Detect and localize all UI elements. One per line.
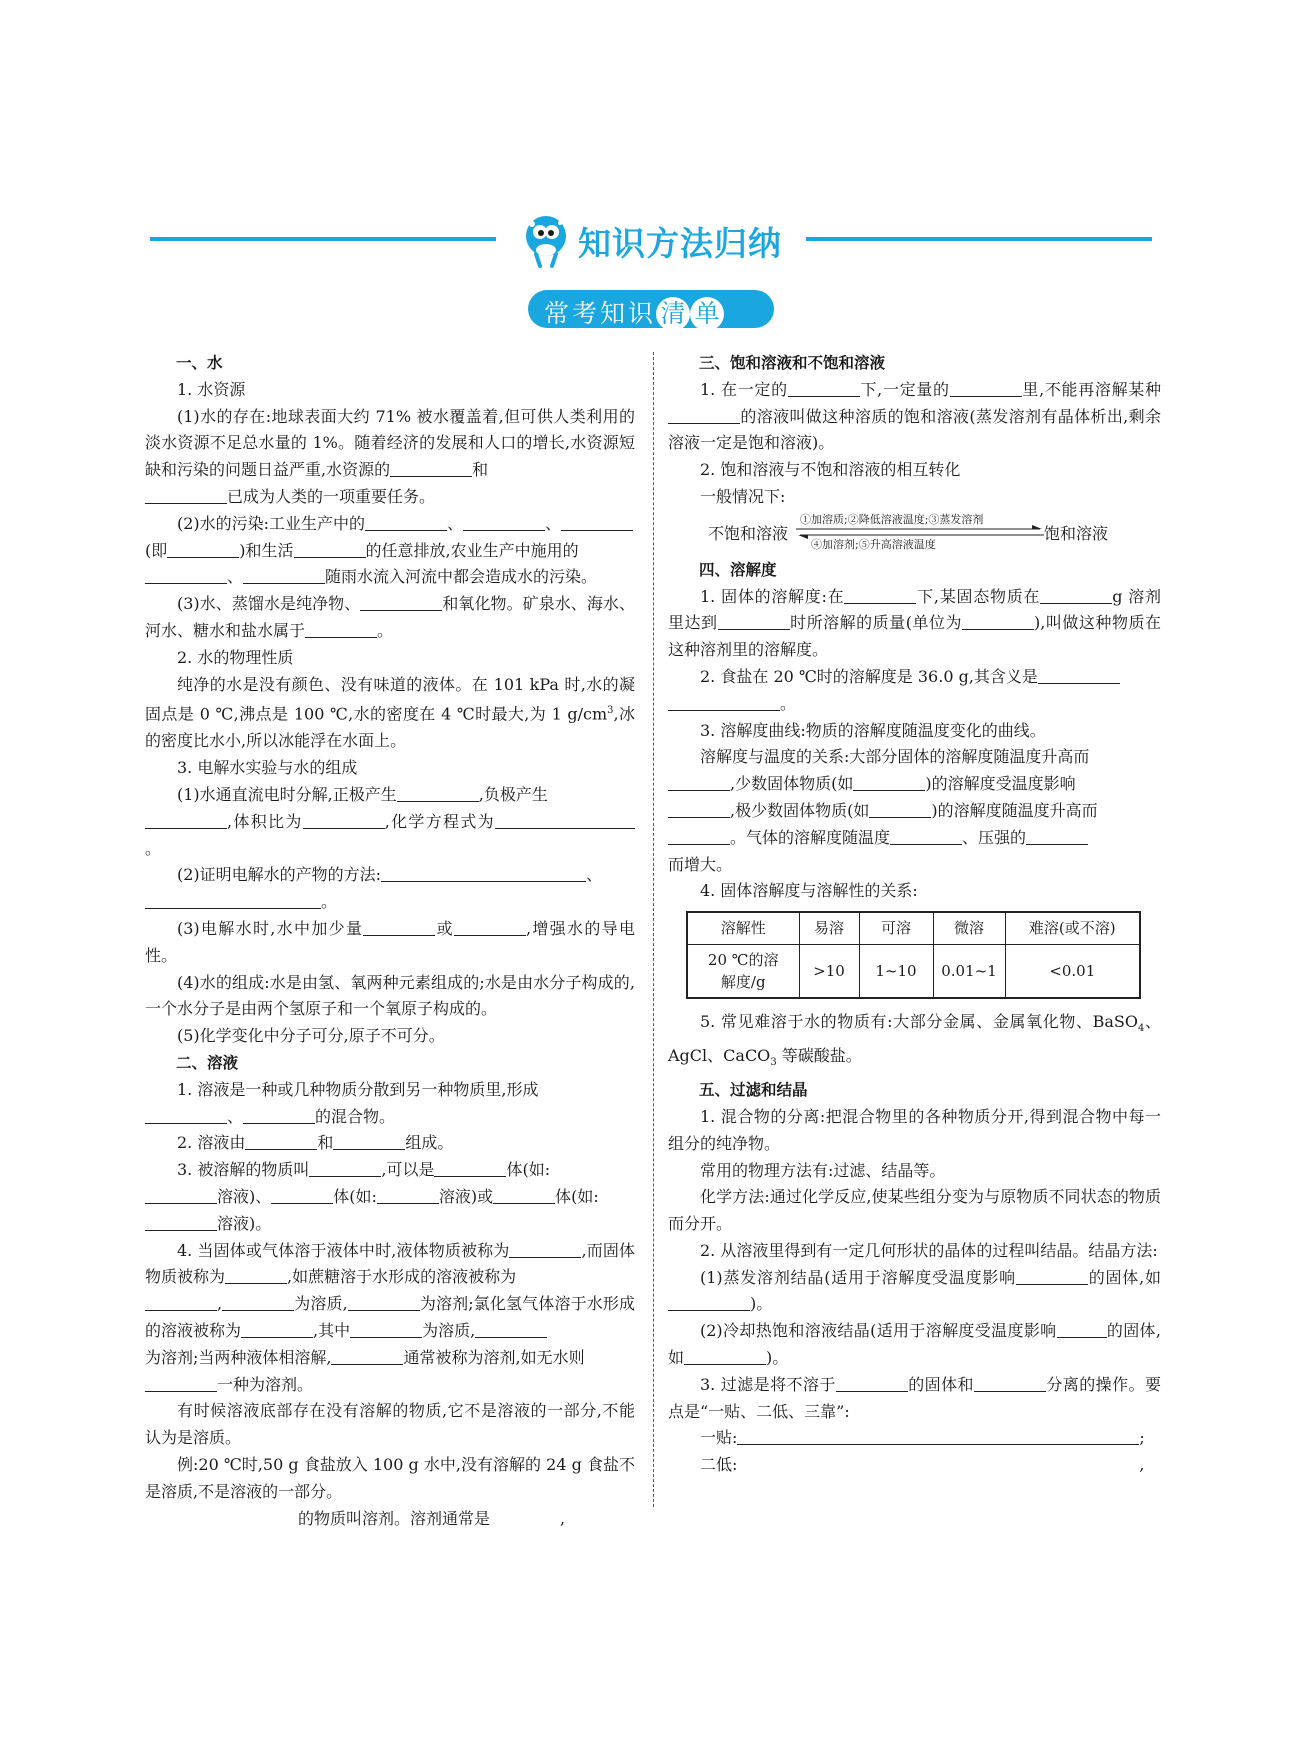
blank[interactable] bbox=[377, 1186, 439, 1204]
heading-filtration: 五、过滤和结晶 bbox=[699, 1081, 808, 1100]
blank[interactable] bbox=[145, 1293, 217, 1311]
section-banner bbox=[150, 214, 1152, 270]
para-chemical-method: 化学方法:通过化学反应,使某些组分变为与原物质不同状态的物质而分开。 bbox=[668, 1187, 1161, 1234]
blank[interactable] bbox=[737, 1427, 1139, 1445]
para-saturated-1: 1. 在一定的 下,一定量的 里,不能再溶解某种的溶液叫做这种溶质的饱和溶液(蒸发溶剂有晶体析出,剩余溶液一定是饱和溶液)。 bbox=[668, 379, 1161, 453]
blank[interactable] bbox=[243, 1106, 315, 1124]
table-header-cell: 微溶 bbox=[933, 912, 1005, 944]
mascot-icon bbox=[520, 214, 572, 268]
para-pure-substance: (3)水、蒸馏水是纯净物、 和氧化物。矿泉水、海水、河水、糖水和盐水属于 。 bbox=[145, 594, 635, 640]
para-water-composition: (4)水的组成:水是由氢、氧两种元素组成的;水是由水分子构成的,一个水分子是由两个氢原子和一个氧原子构成的。 bbox=[145, 972, 635, 1019]
para-physical-method: 常用的物理方法有:过滤、结晶等。 bbox=[700, 1160, 946, 1180]
blank[interactable] bbox=[333, 1132, 405, 1150]
conv-backward-label: ④加溶剂;⑤升高溶液温度 bbox=[811, 537, 936, 551]
blank[interactable] bbox=[145, 1213, 217, 1231]
blank[interactable] bbox=[350, 1320, 422, 1338]
blank[interactable] bbox=[245, 1132, 317, 1150]
blank[interactable] bbox=[145, 566, 227, 584]
blank[interactable] bbox=[1040, 586, 1112, 604]
blank[interactable] bbox=[331, 1347, 403, 1365]
banner-line-left bbox=[150, 237, 496, 241]
blank[interactable] bbox=[167, 540, 239, 558]
blank[interactable] bbox=[668, 827, 730, 845]
blank[interactable] bbox=[668, 773, 730, 791]
para-water-pollution: (2)水的污染:工业生产中的 、 、 (即 )和生活 的任意排放,农业生产中施用的 、 随雨水流入河流中都会造成水的污染。 bbox=[145, 511, 635, 591]
heading-water: 一、水 bbox=[176, 354, 223, 372]
conv-saturated-label: 饱和溶液 bbox=[1044, 523, 1109, 543]
table-cell: 20 ℃的溶 解度/g bbox=[687, 944, 799, 998]
table-cell: >10 bbox=[799, 944, 859, 998]
blank[interactable] bbox=[434, 1159, 506, 1177]
para-crystallization-1: (1)蒸发溶剂结晶(适用于溶解度受温度影响 的固体,如)。 bbox=[668, 1265, 1161, 1319]
blank[interactable] bbox=[718, 612, 790, 630]
blank[interactable] bbox=[788, 379, 860, 397]
para-saturated-2: 2. 饱和溶液与不饱和溶液的相互转化 bbox=[700, 460, 961, 480]
solubility-table bbox=[686, 911, 1141, 999]
blank[interactable] bbox=[363, 918, 435, 936]
para-electrolysis-3: (3)电解水时,水中加少量 或 ,增强水的导电性。 bbox=[145, 919, 635, 965]
para-filtration: 3. 过滤是将不溶于 的固体和 分离的操作。要点是“一贴、二低、三靠”: bbox=[668, 1374, 1161, 1421]
heading-solubility: 四、溶解度 bbox=[699, 560, 777, 579]
blank[interactable] bbox=[225, 1266, 287, 1284]
heading-solution: 二、溶液 bbox=[176, 1054, 239, 1073]
subheading-electrolysis: 3. 电解水实验与水的组成 bbox=[177, 758, 358, 778]
para-solubility-3: 3. 溶解度曲线:物质的溶解度随温度变化的曲线。 bbox=[700, 720, 1046, 740]
para-solubility-1: 1. 固体的溶解度:在 下,某固态物质在 g 溶剂里达到 时所溶解的质量(单位为 ),叫做这种物质在这种溶剂里的溶解度。 bbox=[668, 586, 1161, 660]
sub-banner-text: 常考知识 bbox=[544, 299, 657, 328]
para-filtration-erdi: 二低: , bbox=[700, 1455, 1145, 1475]
blank[interactable] bbox=[668, 1293, 750, 1311]
blank[interactable] bbox=[1026, 827, 1088, 845]
para-electrolysis-1: (1)水通直流电时分解,正极产生 ,负极产生 ,体积比为 ,化学方程式为。 bbox=[145, 782, 635, 862]
blank[interactable] bbox=[381, 864, 586, 882]
blank[interactable] bbox=[145, 1106, 227, 1124]
blank[interactable] bbox=[243, 566, 325, 584]
table-cell: 0.01~1 bbox=[933, 944, 1005, 998]
para-water-existence: (1)水的存在:地球表面大约 71% 被水覆盖着,但可供人类利用的淡水资源不足总水量的 1%。随着经济的发展和人口的增长,水资源短缺和污染的问题日益严重,水资源的 和 已成为人类的一项重要任务。 bbox=[145, 406, 635, 506]
conv-forward-label: ①加溶质;②降低溶液温度;③蒸发溶剂 bbox=[800, 512, 984, 526]
conversion-diagram bbox=[668, 513, 1161, 555]
left-column bbox=[145, 350, 635, 1532]
para-crystallization: 2. 从溶液里得到有一定几何形状的晶体的过程叫结晶。结晶方法: bbox=[700, 1240, 1158, 1260]
para-solution-5: 有时候溶液底部存在没有溶解的物质,它不是溶液的一部分,不能认为是溶质。 bbox=[145, 1401, 635, 1448]
blank[interactable] bbox=[305, 620, 377, 638]
para-solubility-2: 2. 食盐在 20 ℃时的溶解度是 36.0 g,其含义是 。 bbox=[668, 664, 1161, 718]
column-divider bbox=[653, 352, 654, 1507]
right-column bbox=[668, 350, 1161, 1479]
blank[interactable] bbox=[360, 593, 442, 611]
sub-banner-title bbox=[544, 294, 724, 331]
blank[interactable] bbox=[1057, 1320, 1107, 1338]
blank[interactable] bbox=[684, 1347, 766, 1365]
blank[interactable] bbox=[475, 1320, 547, 1338]
table-row bbox=[687, 912, 1140, 944]
blank[interactable] bbox=[145, 486, 227, 504]
para-insoluble: 5. 常见难溶于水的物质有:大部分金属、金属氧化物、BaSO$_4$、AgCl、CaCO$_3$ 等碳酸盐。 bbox=[668, 1012, 1161, 1069]
blank[interactable] bbox=[241, 1320, 313, 1338]
blank[interactable] bbox=[145, 811, 227, 829]
blank[interactable] bbox=[509, 1240, 581, 1258]
blank[interactable] bbox=[454, 918, 526, 936]
blank[interactable] bbox=[493, 1186, 555, 1204]
blank[interactable] bbox=[271, 1186, 333, 1204]
para-electrolysis-2: (2)证明电解水的产物的方法: 、 。 bbox=[145, 862, 635, 916]
sub-banner-circle-2: 单 bbox=[690, 297, 724, 331]
blank[interactable] bbox=[853, 773, 925, 791]
blank[interactable] bbox=[561, 513, 633, 531]
para-solubility-temperature: 溶解度与温度的关系:大部分固体的溶解度随温度升高而 ,少数固体物质(如 )的溶解度受温度影响 ,极少数固体物质(如 )的溶解度随温度升高而 。气体的溶解度随温度 、压强的 而增大。 bbox=[668, 747, 1098, 874]
blank[interactable] bbox=[950, 379, 1022, 397]
blank[interactable] bbox=[463, 513, 545, 531]
sub-banner-circle-1: 清 bbox=[656, 297, 690, 331]
blank[interactable] bbox=[303, 811, 385, 829]
blank[interactable] bbox=[309, 1159, 381, 1177]
blank[interactable] bbox=[294, 540, 366, 558]
table-header-cell: 易溶 bbox=[799, 912, 859, 944]
heading-saturated: 三、饱和溶液和不饱和溶液 bbox=[699, 354, 886, 372]
blank[interactable] bbox=[145, 891, 321, 909]
blank[interactable] bbox=[890, 827, 962, 845]
blank[interactable] bbox=[844, 586, 916, 604]
blank[interactable] bbox=[145, 1374, 217, 1392]
para-solution-example: 例:20 ℃时,50 g 食盐放入 100 g 水中,没有溶解的 24 g 食盐不是溶质,不是溶液的一部分。 bbox=[145, 1455, 635, 1501]
table-row bbox=[687, 944, 1140, 998]
table-header-cell: 溶解性 bbox=[687, 912, 799, 944]
banner-line-right bbox=[806, 237, 1152, 241]
blank[interactable] bbox=[495, 811, 635, 829]
para-filtration-yitie: 一贴: ; bbox=[700, 1428, 1145, 1448]
blank[interactable] bbox=[869, 800, 931, 818]
blank[interactable] bbox=[390, 459, 472, 477]
para-solution-2: 2. 溶液由 和 组成。 bbox=[177, 1133, 454, 1153]
blank[interactable] bbox=[668, 693, 780, 711]
banner-logo bbox=[520, 214, 780, 270]
blank[interactable] bbox=[1038, 666, 1120, 684]
blank[interactable] bbox=[836, 1374, 908, 1392]
para-solution-3: 3. 被溶解的物质叫 ,可以是 体(如: 溶液)、 体(如: 溶液)或 体(如: 溶液)。 bbox=[145, 1157, 635, 1237]
subheading-water-resource: 1. 水资源 bbox=[177, 379, 246, 399]
blank[interactable] bbox=[668, 406, 740, 424]
table-header-cell: 可溶 bbox=[859, 912, 933, 944]
blank[interactable] bbox=[974, 1374, 1046, 1392]
para-solution-4: 4. 当固体或气体溶于液体中时,液体物质被称为 ,而固体物质被称为 ,如蔗糖溶于水形成的溶液被称为 , 为溶质, 为溶剂;氯化氢气体溶于水形成的溶液被称为 ,其中 为溶质, 为溶剂;当两种液体相溶解, 通常被称为溶剂,如无水则 一种为溶剂。 bbox=[145, 1240, 635, 1394]
blank[interactable] bbox=[222, 1293, 294, 1311]
banner-title: 知识方法归纳 bbox=[578, 224, 782, 263]
blank[interactable] bbox=[348, 1293, 420, 1311]
para-solution-1: 1. 溶液是一种或几种物质分散到另一种物质里,形成 、 的混合物。 bbox=[145, 1077, 635, 1131]
blank[interactable] bbox=[145, 1186, 217, 1204]
blank[interactable] bbox=[397, 784, 479, 802]
blank[interactable] bbox=[668, 800, 730, 818]
para-solution-tail: 的物质叫溶剂。溶剂通常是 , bbox=[298, 1508, 566, 1528]
table-cell: 1~10 bbox=[859, 944, 933, 998]
conv-arrows-icon bbox=[796, 525, 1044, 539]
table-cell: <0.01 bbox=[1005, 944, 1140, 998]
para-solubility-4: 4. 固体溶解度与溶解性的关系: bbox=[700, 881, 918, 901]
para-saturated-general: 一般情况下: bbox=[700, 486, 786, 506]
sub-banner bbox=[528, 286, 778, 332]
table-header-cell: 难溶(或不溶) bbox=[1005, 912, 1140, 944]
blank[interactable] bbox=[962, 612, 1034, 630]
para-crystallization-2: (2)冷却热饱和溶液结晶(适用于溶解度受温度影响 的固体,如 )。 bbox=[668, 1321, 1161, 1368]
para-molecule-atom: (5)化学变化中分子可分,原子不可分。 bbox=[177, 1026, 445, 1046]
para-water-physical: 纯净的水是没有颜色、没有味道的液体。在 101 kPa 时,水的凝固点是 0 ℃,沸点是 100 ℃,水的密度在 4 ℃时最大,为 1 $g/cm^3$,冰的密度比水小,所以冰能浮在水面上。 bbox=[145, 674, 635, 751]
blank[interactable] bbox=[365, 513, 447, 531]
blank[interactable] bbox=[1016, 1267, 1088, 1285]
conv-unsaturated-label: 不饱和溶液 bbox=[708, 523, 789, 543]
subheading-water-physical: 2. 水的物理性质 bbox=[177, 647, 294, 667]
para-separation: 1. 混合物的分离:把混合物里的各种物质分开,得到混合物中每一组分的纯净物。 bbox=[668, 1106, 1161, 1153]
